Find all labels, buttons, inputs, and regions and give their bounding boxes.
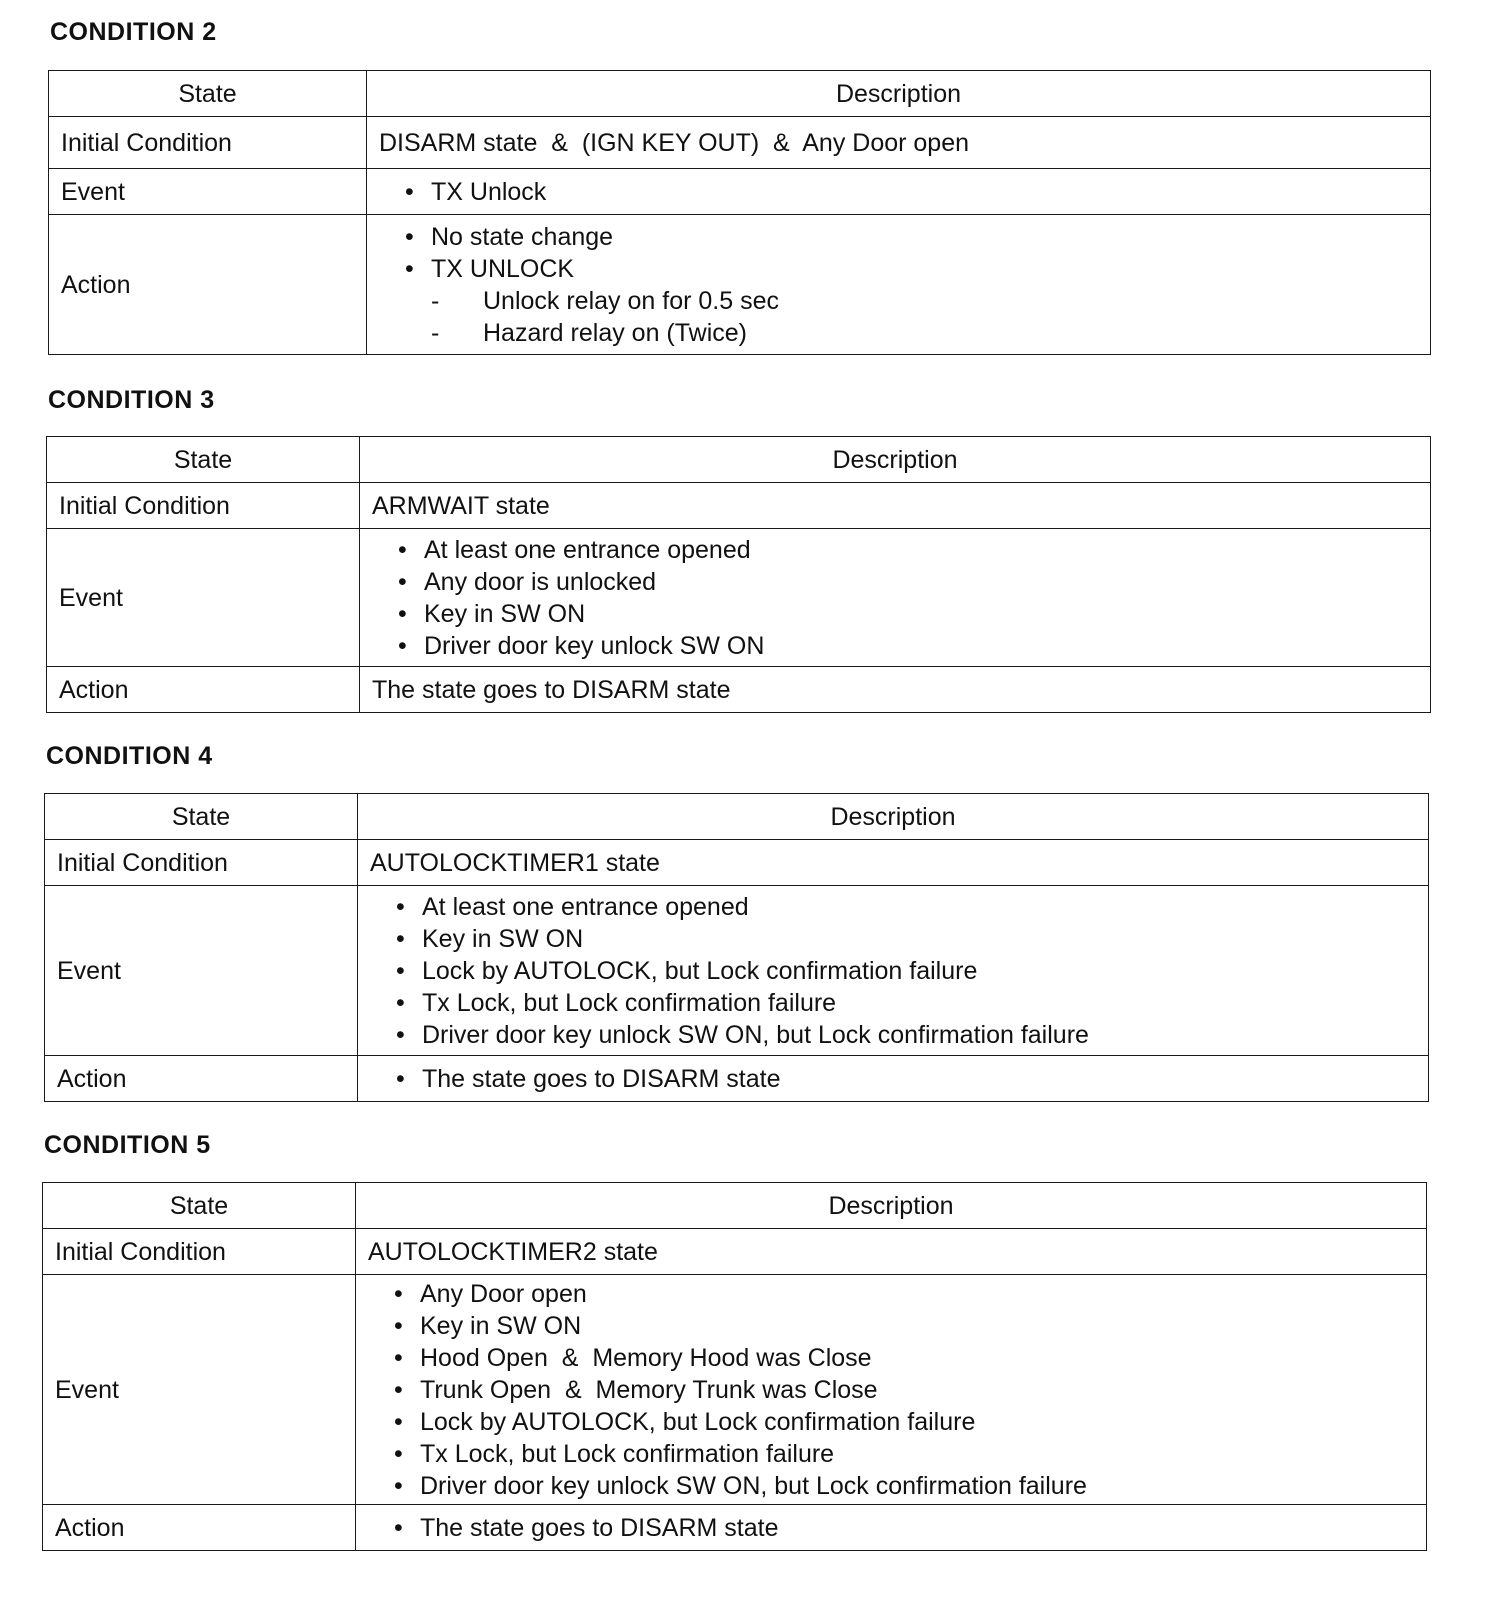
condition-3-title: CONDITION 3 [48,386,215,414]
event-list [379,176,1430,208]
initial-condition-label: Initial Condition [49,117,367,169]
action-value [367,215,1431,355]
initial-condition-row [43,1229,1427,1275]
event-value [356,1275,1427,1505]
list-item: • The state goes to DISARM state [396,1063,1428,1095]
initial-condition-value: DISARM state & (IGN KEY OUT) & Any Door open [367,117,1431,169]
list-item: • Driver door key unlock SW ON, but Lock confirmation failure [394,1470,1426,1502]
event-row [45,886,1429,1056]
condition-5-table [42,1182,1427,1551]
list-item: • Tx Lock, but Lock confirmation failure [396,987,1428,1019]
event-list [370,891,1428,1051]
description-header: Description [360,437,1431,483]
list-item: • The state goes to DISARM state [394,1512,1426,1544]
list-subitem: - Unlock relay on for 0.5 sec [431,285,1430,317]
list-item: • Key in SW ON [396,923,1428,955]
list-item: • Lock by AUTOLOCK, but Lock confirmation failure [394,1406,1426,1438]
list-item: • Driver door key unlock SW ON [398,630,1430,662]
event-list [368,1278,1426,1502]
initial-condition-value: AUTOLOCKTIMER1 state [358,840,1429,886]
list-item: • Hood Open & Memory Hood was Close [394,1342,1426,1374]
action-label: Action [47,667,360,713]
header-row [45,794,1429,840]
list-item: • Tx Lock, but Lock confirmation failure [394,1438,1426,1470]
action-label: Action [45,1056,358,1102]
initial-condition-label: Initial Condition [47,483,360,529]
event-list [372,534,1430,662]
event-value [358,886,1429,1056]
list-item: • Driver door key unlock SW ON, but Lock confirmation failure [396,1019,1428,1051]
initial-condition-row [49,117,1431,169]
initial-condition-value: AUTOLOCKTIMER2 state [356,1229,1427,1275]
initial-condition-label: Initial Condition [43,1229,356,1275]
action-value: The state goes to DISARM state [360,667,1431,713]
event-label: Event [43,1275,356,1505]
state-header: State [49,71,367,117]
event-label: Event [47,529,360,667]
list-item: • Key in SW ON [394,1310,1426,1342]
action-list [379,221,1430,285]
event-row [49,169,1431,215]
action-value [356,1505,1427,1551]
description-header: Description [367,71,1431,117]
condition-5-title: CONDITION 5 [44,1131,211,1159]
initial-condition-row [47,483,1431,529]
description-header: Description [358,794,1429,840]
state-header: State [43,1183,356,1229]
condition-4-title: CONDITION 4 [46,742,213,770]
header-row [49,71,1431,117]
header-row [43,1183,1427,1229]
description-header: Description [356,1183,1427,1229]
event-label: Event [49,169,367,215]
action-row [45,1056,1429,1102]
action-list [368,1512,1426,1544]
action-list [370,1063,1428,1095]
list-item: • Any Door open [394,1278,1426,1310]
state-header: State [45,794,358,840]
event-row [43,1275,1427,1505]
condition-2-title: CONDITION 2 [50,18,217,46]
action-value [358,1056,1429,1102]
list-item: • At least one entrance opened [398,534,1430,566]
action-row [49,215,1431,355]
list-item: • No state change [405,221,1430,253]
list-subitem: - Hazard relay on (Twice) [431,317,1430,349]
initial-condition-label: Initial Condition [45,840,358,886]
event-label: Event [45,886,358,1056]
action-label: Action [43,1505,356,1551]
action-row [43,1505,1427,1551]
list-item: • At least one entrance opened [396,891,1428,923]
action-row [47,667,1431,713]
event-row [47,529,1431,667]
event-value [367,169,1431,215]
initial-condition-row [45,840,1429,886]
state-header: State [47,437,360,483]
event-value [360,529,1431,667]
list-item: • Key in SW ON [398,598,1430,630]
action-label: Action [49,215,367,355]
initial-condition-value: ARMWAIT state [360,483,1431,529]
header-row [47,437,1431,483]
condition-3-table [46,436,1431,713]
condition-2-table [48,70,1431,355]
condition-4-table [44,793,1429,1102]
list-item: • TX UNLOCK [405,253,1430,285]
list-item: • TX Unlock [405,176,1430,208]
action-sublist [379,285,1430,349]
list-item: • Trunk Open & Memory Trunk was Close [394,1374,1426,1406]
list-item: • Lock by AUTOLOCK, but Lock confirmation failure [396,955,1428,987]
list-item: • Any door is unlocked [398,566,1430,598]
